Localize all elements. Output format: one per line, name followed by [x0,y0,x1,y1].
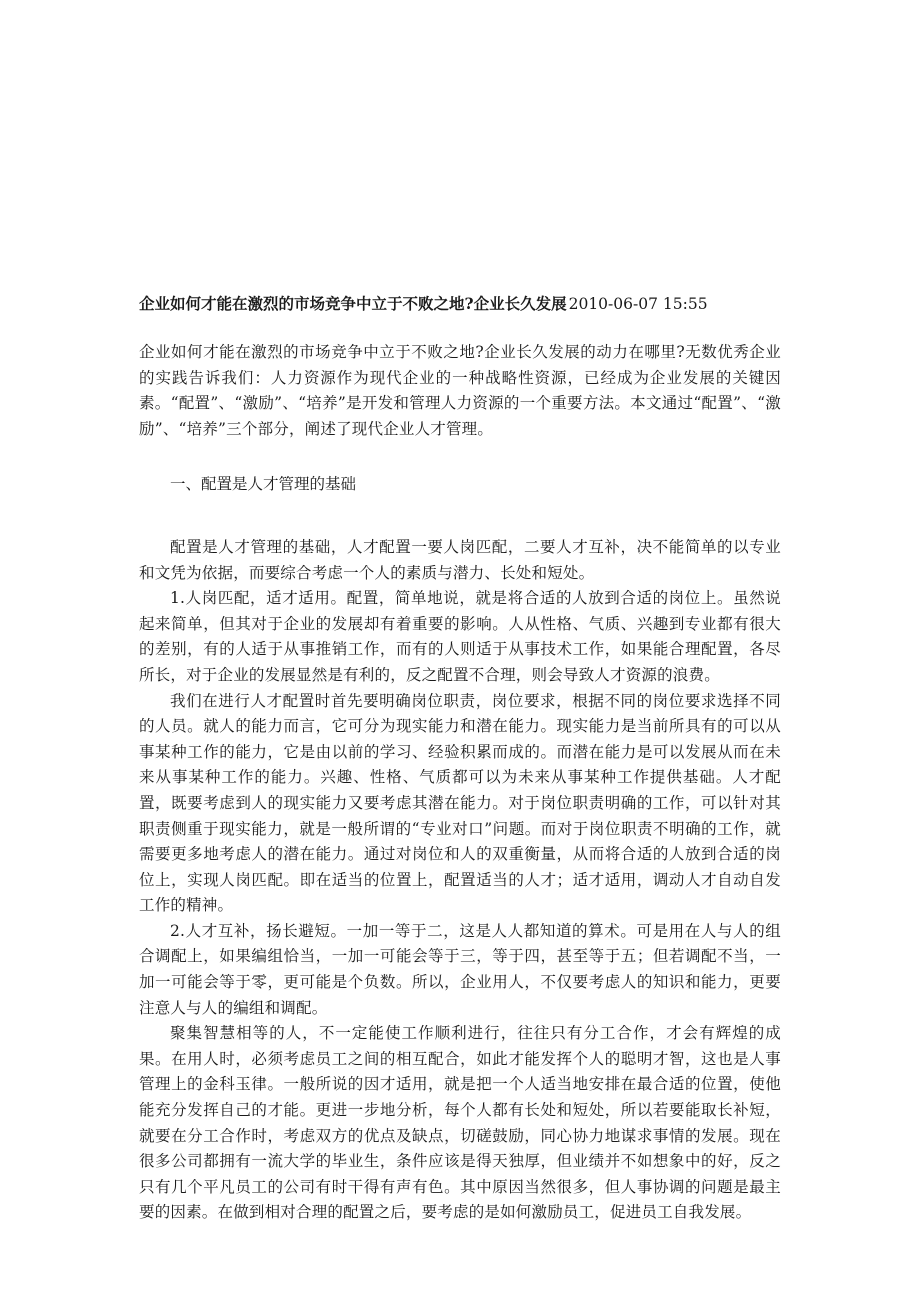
body-paragraph: 聚集智慧相等的人，不一定能使工作顺利进行，往往只有分工合作，才会有辉煌的成果。在用人时，必须考虑员工之间的相互配合，如此才能发挥个人的聪明才智，这也是人事管理上的金科玉律。一般所说的因才适用，就是把一个人适当地安排在最合适的位置，使他能充分发挥自己的才能。更进一步地分析，每个人都有长处和短处，所以若要能取长补短，就要在分工合作时，考虑双方的优点及缺点，切磋鼓励，同心协力地谋求事情的发展。现在很多公司都拥有一流大学的毕业生，条件应该是得天独厚，但业绩并不如想象中的好，反之只有几个平凡员工的公司有时干得有声有色。其中原因当然很多，但人事协调的问题是最主要的因素。在做到相对合理的配置之后，要考虑的是如何激励员工，促进员工自我发展。 [139,1024,781,1222]
section-heading: 一、配置是人才管理的基础 [170,475,357,494]
body-paragraph: 1.人岗匹配，适才适用。配置，简单地说，就是将合适的人放到合适的岗位上。虽然说起来简单，但其对于企业的发展却有着重要的影响。人从性格、气质、兴趣到专业都有很大的差别，有的人适于从事推销工作，而有的人则适于从事技术工作，如果能合理配置，各尽所长，对于企业的发展显然是有利的，反之配置不合理，则会导致人才资源的浪费。 [139,589,781,684]
document-page [139,290,781,1226]
document-title: 企业如何才能在激烈的市场竞争中立于不败之地?企业长久发展 [139,294,567,313]
document-title-line [139,290,781,318]
body-paragraph: 2.人才互补，扬长避短。一加一等于二，这是人人都知道的算术。可是用在人与人的组合调配上，如果编组恰当，一加一可能会等于三，等于四，甚至等于五；但若调配不当，一加一可能会等于零，更可能是个负数。所以，企业用人，不仅要考虑人的知识和能力，更要注意人与人的编组和调配。 [139,921,781,1017]
body-paragraph: 我们在进行人才配置时首先要明确岗位职责，岗位要求，根据不同的岗位要求选择不同的人员。就人的能力而言，它可分为现实能力和潜在能力。现实能力是当前所具有的可以从事某种工作的能力，它是由以前的学习、经验积累而成的。而潜在能力是可以发展从而在未来从事某种工作的能力。兴趣、性格、气质都可以为未来从事某种工作提供基础。人才配置，既要考虑到人的现实能力又要考虑其潜在能力。对于岗位职责明确的工作，可以针对其职责侧重于现实能力，就是一般所谓的“专业对口”问题。而对于岗位职责不明确的工作，就需要更多地考虑人的潜在能力。通过对岗位和人的双重衡量，从而将合适的人放到合适的岗位上，实现人岗匹配。即在适当的位置上，配置适当的人才；适才适用，调动人才自动自发工作的精神。 [139,691,781,915]
intro-paragraph: 企业如何才能在激烈的市场竞争中立于不败之地?企业长久发展的动力在哪里?无数优秀企业的实践告诉我们：人力资源作为现代企业的一种战略性资源，已经成为企业发展的关键因素。“配置”、“激励”、“培养”是开发和管理人力资源的一个重要方法。本文通过“配置”、“激励”、“培养”三个部分，阐述了现代企业人才管理。 [139,343,781,438]
document-date: 2010-06-07 15:55 [568,295,708,313]
body-paragraph: 配置是人才管理的基础，人才配置一要人岗匹配，二要人才互补，决不能简单的以专业和文凭为依据，而要综合考虑一个人的素质与潜力、长处和短处。 [139,537,781,582]
